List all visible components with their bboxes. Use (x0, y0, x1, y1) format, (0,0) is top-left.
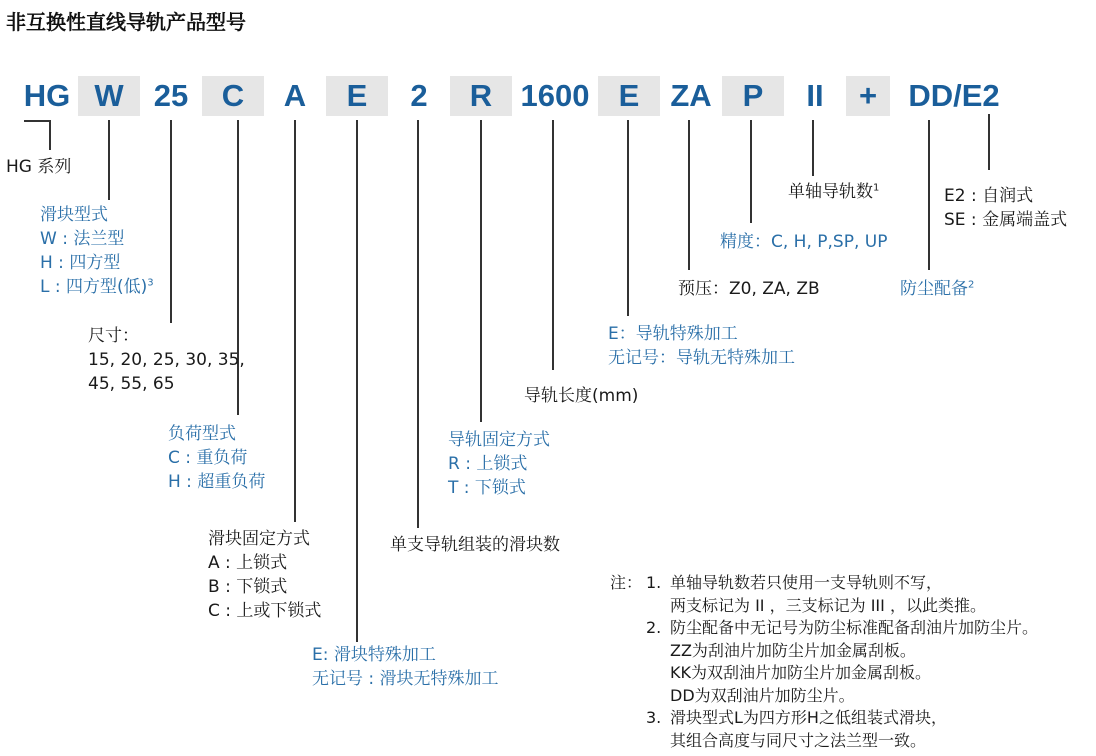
label-rails-per-axis: 单轴导轨数$^1$ (788, 182, 880, 202)
label-block-special: E: 滑块特殊加工 无记号 : 滑块无特殊加工 (312, 645, 499, 689)
leader-end-cap (988, 114, 990, 170)
label-size: 尺寸： 15, 20, 25, 30, 35, 45, 55, 65 (88, 326, 245, 394)
note-number: 2. (646, 618, 662, 637)
code-rail-length: 1600 (520, 78, 590, 113)
leader-dust (928, 120, 930, 270)
leader-rails-per-axis (812, 120, 814, 176)
leader-block-mount (294, 120, 296, 522)
note-number: 1. (646, 573, 662, 592)
note-line: 防尘配备中无记号为防尘标准配备刮油片加防尘片。 (670, 618, 1039, 637)
code-block-special: E (326, 76, 388, 116)
note-line: ZZ为刮油片加防尘片加金属刮板。 (670, 640, 916, 660)
code-dust-endcap: DD/E2 (908, 78, 1000, 113)
label-load-type: 负荷型式 C : 重负荷 H : 超重负荷 (168, 424, 266, 492)
note-line: DD为双刮油片加防尘片。 (670, 685, 855, 705)
code-preload: ZA (670, 78, 712, 113)
leader-blocks-per-rail (417, 120, 419, 528)
note-line: 单轴导轨数若只使用一支导轨则不写， (670, 573, 943, 592)
leader-block-special (356, 120, 358, 642)
leader-rail-length (552, 120, 554, 370)
code-block-type: W (78, 76, 140, 116)
leader-hg-h (24, 120, 50, 122)
label-end-cap: E2 : 自润式 SE : 金属端盖式 (944, 186, 1068, 230)
code-series: HG (23, 78, 71, 113)
code-size: 25 (153, 78, 189, 113)
label-block-type: 滑块型式 W : 法兰型 H : 四方型 L : 四方型(低)$^3$ (40, 205, 154, 297)
label-precision: 精度：C, H, P,SP, UP (720, 232, 888, 252)
code-blocks-per-rail: 2 (410, 78, 428, 113)
label-preload: 预压：Z0, ZA, ZB (678, 279, 820, 299)
label-rail-length: 导轨长度(mm) (524, 386, 639, 406)
code-load-type: C (202, 76, 264, 116)
leader-hg (49, 120, 51, 150)
label-dust-protection: 防尘配备$^2$ (900, 279, 975, 299)
note-line: 两支标记为 II ，三支标记为 III ，以此类推。 (670, 595, 986, 615)
code-rail-mount: R (450, 76, 512, 116)
label-hg-series: HG 系列 (6, 157, 72, 177)
notes-prefix: 注： (610, 573, 643, 592)
code-rails-per-axis: II (806, 78, 824, 113)
leader-block-type (108, 120, 110, 200)
leader-precision (750, 120, 752, 223)
page-title: 非互换性直线导轨产品型号 (6, 10, 246, 34)
label-rail-special: E：导轨特殊加工 无记号：导轨无特殊加工 (608, 324, 795, 368)
note-line: KK为双刮油片加防尘片加金属刮板。 (670, 663, 931, 682)
code-rail-special: E (598, 76, 660, 116)
leader-rail-mount (480, 120, 482, 422)
note-line: 滑块型式L为四方形H之低组装式滑块， (670, 708, 947, 727)
leader-preload (688, 120, 690, 270)
note-line: 其组合高度与同尺寸之法兰型一致。 (670, 730, 927, 750)
label-rail-mount: 导轨固定方式 R : 上锁式 T : 下锁式 (448, 430, 550, 498)
leader-rail-special (627, 120, 629, 316)
code-precision: P (722, 76, 784, 116)
label-blocks-per-rail: 单支导轨组装的滑块数 (390, 535, 560, 555)
note-number: 3. (646, 708, 662, 727)
label-block-mount: 滑块固定方式 A : 上锁式 B : 下锁式 C : 上或下锁式 (208, 529, 322, 621)
code-plus: + (846, 76, 890, 116)
leader-size (170, 120, 172, 323)
code-block-mount: A (283, 78, 307, 113)
